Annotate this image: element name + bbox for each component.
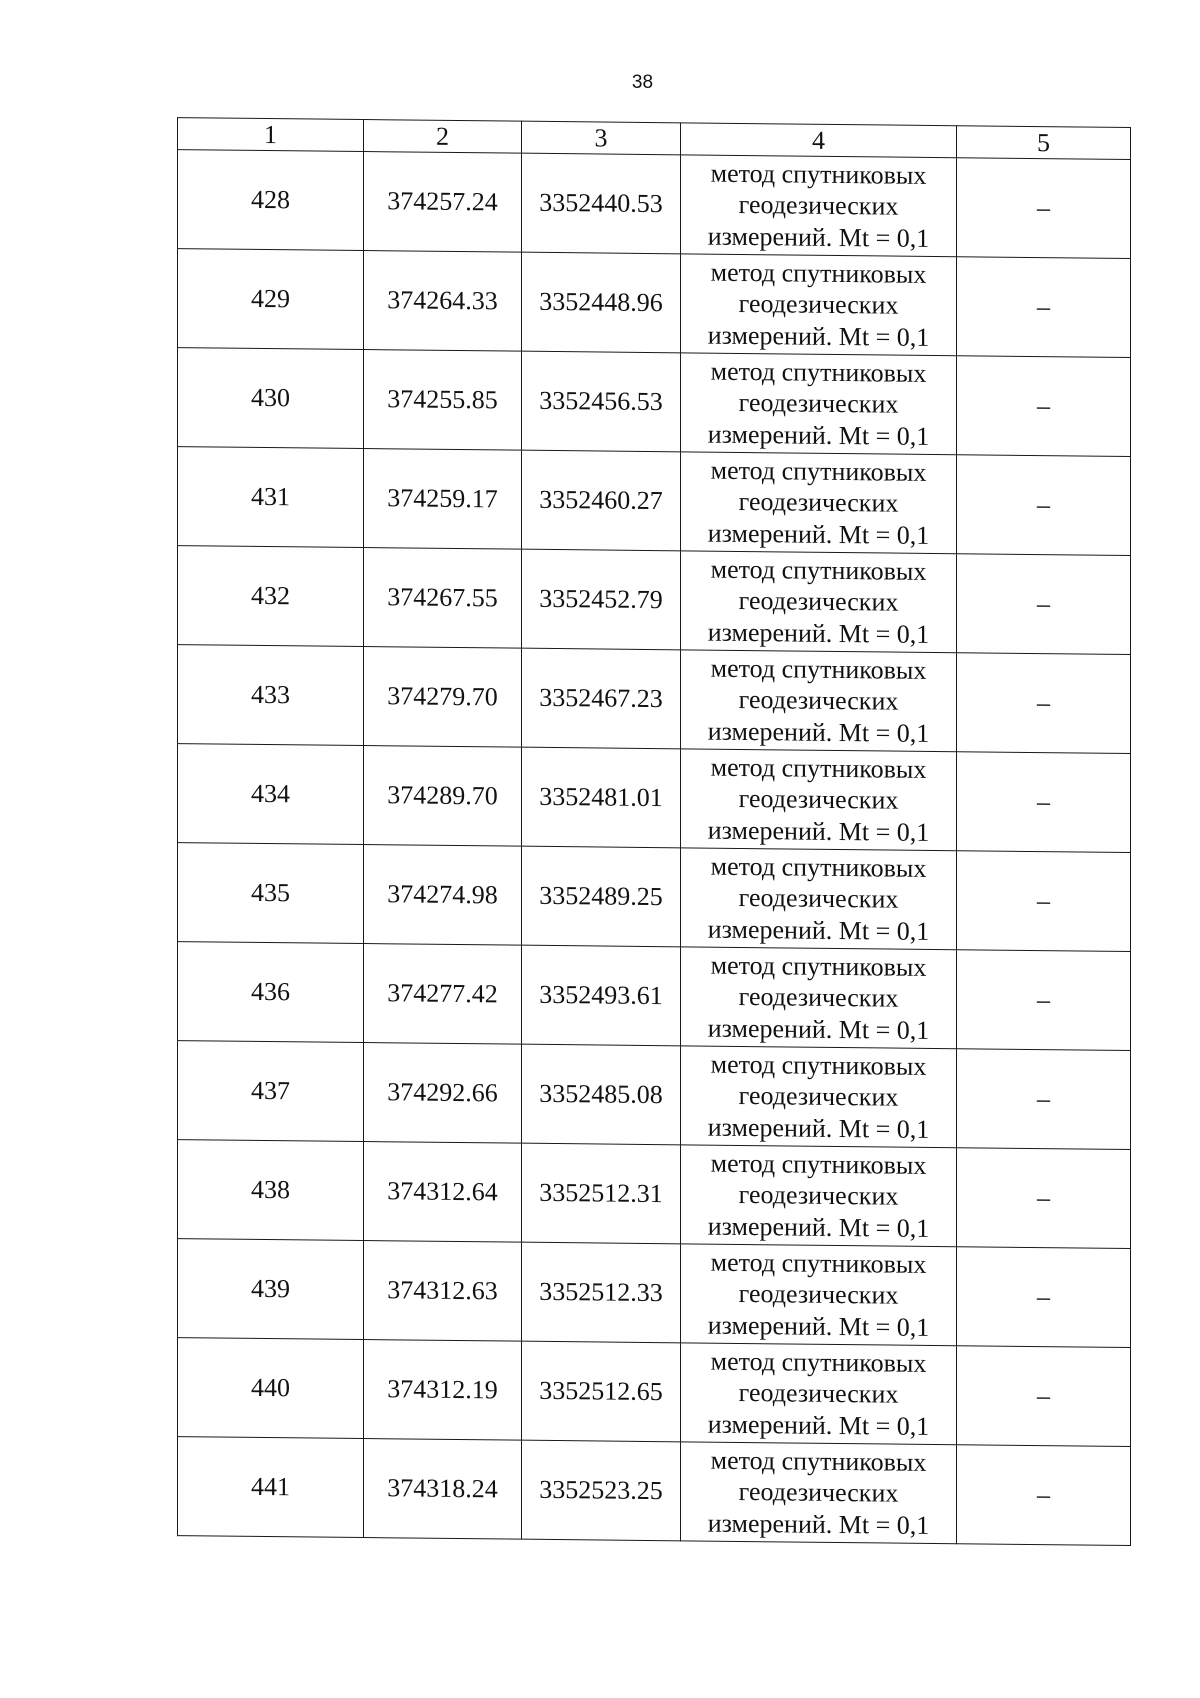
table-row (178, 1338, 1131, 1447)
header-col-5: 5 (957, 126, 1131, 160)
method-line-2: геодезических (738, 685, 899, 716)
coordinate-x-cell: 374312.64 (364, 1142, 522, 1243)
method-cell (681, 1442, 957, 1544)
method-line-1: метод спутниковых (710, 851, 927, 883)
method-line-1: метод спутниковых (710, 1148, 927, 1180)
method-line-1: метод спутниковых (710, 1247, 927, 1279)
point-number-cell: 428 (178, 150, 364, 251)
coordinate-x-cell: 374267.55 (364, 548, 522, 649)
method-line-2: геодезических (738, 883, 899, 914)
column-5-cell: – (957, 1049, 1131, 1150)
coordinate-x-cell: 374277.42 (364, 944, 522, 1045)
method-line-1: метод спутниковых (710, 1445, 927, 1477)
coordinate-x-cell: 374312.19 (364, 1340, 522, 1441)
point-number-cell: 435 (178, 843, 364, 944)
method-line-2: геодезических (738, 586, 899, 617)
point-number-cell: 441 (178, 1437, 364, 1538)
coordinate-x-cell: 374264.33 (364, 251, 522, 352)
coordinate-y-cell: 3352481.01 (522, 747, 681, 848)
method-line-2: геодезических (738, 487, 899, 518)
table-row (178, 744, 1131, 853)
method-cell (681, 947, 957, 1049)
coordinate-y-cell: 3352489.25 (522, 846, 681, 947)
method-line-2: геодезических (738, 289, 899, 320)
method-line-1: метод спутниковых (710, 455, 927, 487)
method-line-1: метод спутниковых (710, 653, 927, 685)
coordinate-y-cell: 3352485.08 (522, 1044, 681, 1145)
point-number-cell: 434 (178, 744, 364, 845)
column-5-cell: – (957, 455, 1131, 556)
method-line-2: геодезических (738, 1180, 899, 1211)
method-line-2: геодезических (738, 1279, 899, 1310)
method-line-1: метод спутниковых (710, 1049, 927, 1081)
method-cell (681, 1244, 957, 1346)
coordinate-x-cell: 374255.85 (364, 350, 522, 451)
method-line-1: метод спутниковых (710, 158, 927, 190)
column-5-cell: – (957, 554, 1131, 655)
column-5-cell: – (957, 1148, 1131, 1249)
point-number-cell: 430 (178, 348, 364, 449)
table-body (178, 150, 1131, 1546)
method-line-3: измерений. Mt = 0,1 (707, 518, 930, 550)
point-number-cell: 437 (178, 1041, 364, 1142)
table-row (178, 546, 1131, 655)
method-line-2: геодезических (738, 1081, 899, 1112)
method-line-2: геодезических (738, 1378, 899, 1409)
coordinate-y-cell: 3352467.23 (522, 648, 681, 749)
page-number: 38 (631, 72, 654, 93)
method-cell (681, 254, 957, 356)
table-row (178, 1437, 1131, 1546)
coordinate-y-cell: 3352456.53 (522, 351, 681, 452)
method-line-2: геодезических (738, 1477, 899, 1508)
method-line-3: измерений. Mt = 0,1 (707, 1508, 930, 1540)
header-col-2: 2 (364, 120, 522, 154)
column-5-cell: – (957, 158, 1131, 259)
coordinate-x-cell: 374289.70 (364, 746, 522, 847)
column-5-cell: – (957, 1247, 1131, 1348)
method-line-3: измерений. Mt = 0,1 (707, 320, 930, 352)
method-line-3: измерений. Mt = 0,1 (707, 1409, 930, 1441)
method-line-1: метод спутниковых (710, 752, 927, 784)
column-5-cell: – (957, 356, 1131, 457)
method-cell (681, 1343, 957, 1445)
column-5-cell: – (957, 1346, 1131, 1447)
table-row (178, 1140, 1131, 1249)
coordinate-x-cell: 374312.63 (364, 1241, 522, 1342)
coordinate-x-cell: 374257.24 (364, 152, 522, 253)
method-line-1: метод спутниковых (710, 554, 927, 586)
table-row (178, 150, 1131, 259)
table-row (178, 249, 1131, 358)
coordinate-y-cell: 3352512.31 (522, 1143, 681, 1244)
coordinate-x-cell: 374274.98 (364, 845, 522, 946)
method-cell (681, 1046, 957, 1148)
column-5-cell: – (957, 950, 1131, 1051)
header-col-1: 1 (178, 118, 364, 152)
method-line-3: измерений. Mt = 0,1 (707, 1112, 930, 1144)
method-line-3: измерений. Mt = 0,1 (707, 815, 930, 847)
table-row (178, 447, 1131, 556)
coordinate-x-cell: 374259.17 (364, 449, 522, 550)
table-row (178, 348, 1131, 457)
method-line-3: измерений. Mt = 0,1 (707, 1310, 930, 1342)
method-cell (681, 650, 957, 752)
coordinates-table (177, 117, 1131, 1546)
coordinate-y-cell: 3352440.53 (522, 153, 681, 254)
method-line-3: измерений. Mt = 0,1 (707, 914, 930, 946)
method-cell (681, 1145, 957, 1247)
coordinate-y-cell: 3352523.25 (522, 1440, 681, 1541)
method-line-3: измерений. Mt = 0,1 (707, 1013, 930, 1045)
coordinate-y-cell: 3352512.65 (522, 1341, 681, 1442)
coordinate-y-cell: 3352512.33 (522, 1242, 681, 1343)
column-5-cell: – (957, 851, 1131, 952)
point-number-cell: 439 (178, 1239, 364, 1340)
table-row (178, 1239, 1131, 1348)
table-row (178, 1041, 1131, 1150)
table-row (178, 942, 1131, 1051)
point-number-cell: 429 (178, 249, 364, 350)
method-cell (681, 551, 957, 653)
column-5-cell: – (957, 1445, 1131, 1546)
method-line-2: геодезических (738, 190, 899, 221)
method-line-1: метод спутниковых (710, 257, 927, 289)
method-line-3: измерений. Mt = 0,1 (707, 221, 930, 253)
coordinate-y-cell: 3352460.27 (522, 450, 681, 551)
method-line-1: метод спутниковых (710, 356, 927, 388)
method-line-2: геодезических (738, 982, 899, 1013)
column-5-cell: – (957, 257, 1131, 358)
coordinate-x-cell: 374292.66 (364, 1043, 522, 1144)
coordinate-x-cell: 374318.24 (364, 1439, 522, 1540)
coordinate-x-cell: 374279.70 (364, 647, 522, 748)
method-cell (681, 353, 957, 455)
column-5-cell: – (957, 752, 1131, 853)
method-line-1: метод спутниковых (710, 950, 927, 982)
method-cell (681, 452, 957, 554)
table-row (178, 843, 1131, 952)
method-cell (681, 848, 957, 950)
point-number-cell: 433 (178, 645, 364, 746)
coordinate-y-cell: 3352452.79 (522, 549, 681, 650)
coordinate-y-cell: 3352493.61 (522, 945, 681, 1046)
table-row (178, 645, 1131, 754)
point-number-cell: 438 (178, 1140, 364, 1241)
coordinate-y-cell: 3352448.96 (522, 252, 681, 353)
point-number-cell: 440 (178, 1338, 364, 1439)
header-col-4: 4 (681, 123, 957, 158)
method-line-3: измерений. Mt = 0,1 (707, 716, 930, 748)
method-line-2: геодезических (738, 784, 899, 815)
coordinates-table-container (177, 117, 1130, 1546)
method-line-1: метод спутниковых (710, 1346, 927, 1378)
point-number-cell: 436 (178, 942, 364, 1043)
method-line-3: измерений. Mt = 0,1 (707, 419, 930, 451)
point-number-cell: 431 (178, 447, 364, 548)
method-line-3: измерений. Mt = 0,1 (707, 1211, 930, 1243)
method-line-2: геодезических (738, 388, 899, 419)
column-5-cell: – (957, 653, 1131, 754)
header-col-3: 3 (522, 121, 681, 155)
point-number-cell: 432 (178, 546, 364, 647)
method-line-3: измерений. Mt = 0,1 (707, 617, 930, 649)
method-cell (681, 155, 957, 257)
method-cell (681, 749, 957, 851)
